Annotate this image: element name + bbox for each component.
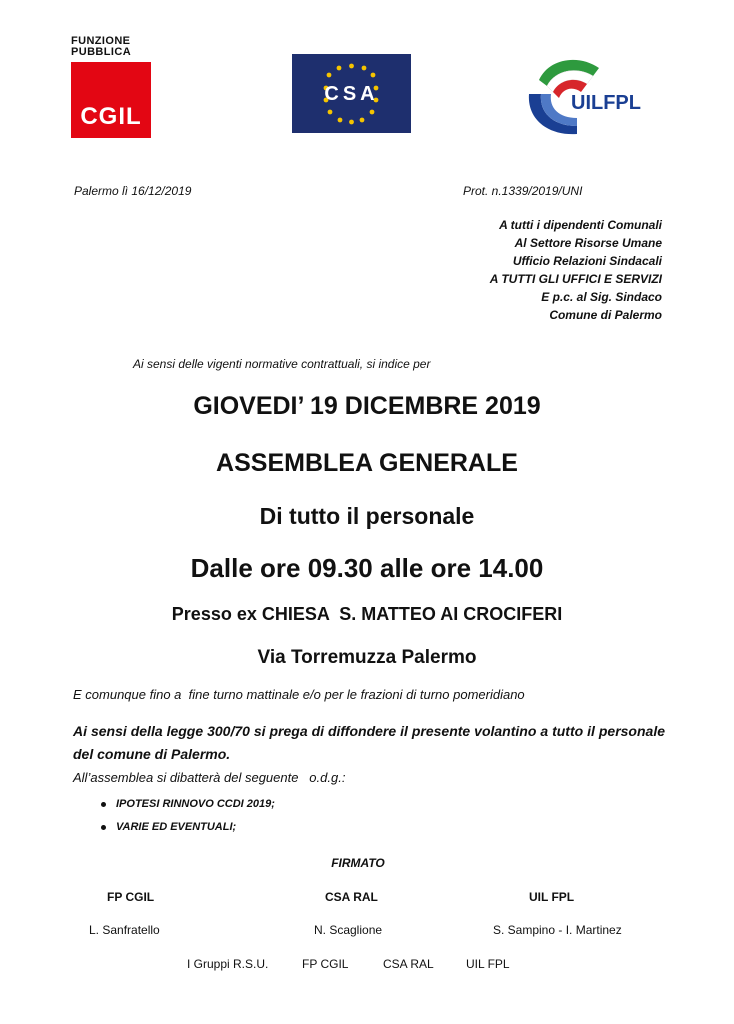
agenda-item	[101, 816, 275, 839]
fp-cgil-logo	[71, 36, 151, 138]
document-date: Palermo lì 16/12/2019	[74, 184, 192, 198]
signed-label: FIRMATO	[331, 856, 385, 870]
assembly-time: Dalle ore 09.30 alle ore 14.00	[190, 553, 544, 583]
intro-text: Ai sensi delle vigenti normative contrattuali, si indice per	[133, 357, 431, 371]
signature-name: L. Sanfratello	[89, 923, 160, 937]
uil-fpl-logo-graphic	[519, 50, 649, 140]
assembly-date: GIOVEDI’ 19 DICEMBRE 2019	[193, 392, 541, 420]
footer-org: FP CGIL	[302, 957, 349, 971]
recipient-line: A tutti i dipendenti Comunali	[499, 218, 662, 232]
shift-note: E comunque fino a fine turno mattinale e/o per le frazioni di turno pomeridiano	[73, 687, 525, 702]
protocol-number: Prot. n.1339/2019/UNI	[463, 184, 583, 198]
recipient-line: Ufficio Relazioni Sindacali	[512, 254, 662, 268]
agenda-item-text: VARIE ED EVENTUALI;	[116, 821, 237, 833]
recipient-line: E p.c. al Sig. Sindaco	[541, 290, 662, 304]
law-notice: Ai sensi della legge 300/70 si prega di diffondere il presente volantino a tutto il personale del comune di Palermo.	[73, 723, 665, 762]
assembly-audience: Di tutto il personale	[259, 503, 475, 529]
footer-rsu-groups: I Gruppi R.S.U.	[187, 957, 269, 971]
signature-org: CSA RAL	[325, 890, 378, 904]
csa-logo-text: CSA	[324, 83, 379, 105]
assembly-address: Via Torremuzza Palermo	[257, 647, 477, 668]
agenda-item-text: IPOTESI RINNOVO CCDI 2019;	[116, 798, 275, 810]
assembly-title: ASSEMBLEA GENERALE	[216, 449, 518, 477]
recipient-line: Comune di Palermo	[549, 308, 662, 322]
agenda-intro: All’assemblea si dibatterà del seguente o.d.g.:	[73, 770, 346, 785]
bullet-icon	[101, 802, 106, 807]
agenda-list	[101, 793, 275, 839]
fp-cgil-logo-line1: FUNZIONE	[71, 35, 131, 47]
signature-org: UIL FPL	[529, 890, 575, 904]
csa-logo	[292, 54, 411, 133]
assembly-venue: Presso ex CHIESA S. MATTEO AI CROCIFERI	[171, 604, 563, 624]
recipient-line: Al Settore Risorse Umane	[514, 236, 662, 250]
signature-org: FP CGIL	[107, 890, 155, 904]
fp-cgil-logo-box	[71, 62, 151, 138]
csa-logo-graphic	[292, 54, 411, 133]
recipients-block	[490, 216, 662, 324]
fp-cgil-logo-brand: CGIL	[80, 103, 142, 130]
footer-org: UIL FPL	[466, 957, 510, 971]
uil-fpl-logo-text: UILFPL	[571, 92, 641, 114]
recipient-line: A TUTTI GLI UFFICI E SERVIZI	[489, 272, 662, 286]
agenda-item	[101, 793, 275, 816]
uil-fpl-logo	[519, 50, 649, 140]
bullet-icon	[101, 825, 106, 830]
signature-name: N. Scaglione	[314, 923, 383, 937]
fp-cgil-logo-line2: PUBBLICA	[71, 46, 132, 58]
footer-org: CSA RAL	[383, 957, 434, 971]
signature-name: S. Sampino - I. Martinez	[493, 923, 622, 937]
